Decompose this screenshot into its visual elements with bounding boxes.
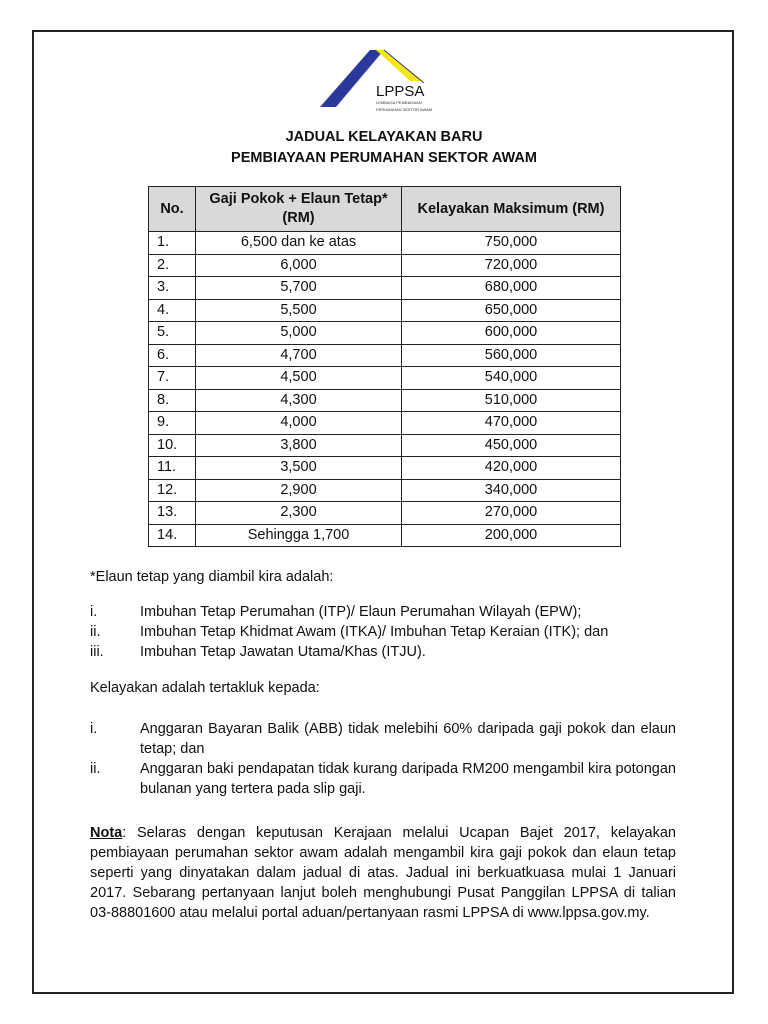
item-text: Imbuhan Tetap Perumahan (ITP)/ Elaun Perumahan Wilayah (EPW); [140,604,582,620]
row-number: 6. [149,344,196,367]
eligibility-cell: 720,000 [402,254,621,277]
table-row [149,344,621,367]
footnote-item [90,622,676,642]
row-number: 12. [149,479,196,502]
table-row [149,479,621,502]
row-number: 4. [149,299,196,322]
table-row [149,232,621,255]
salary-cell: 4,300 [196,389,402,412]
conditions-intro: Kelayakan adalah tertakluk kepada: [90,680,320,696]
table-row [149,389,621,412]
item-numeral: ii. [90,624,101,640]
row-number: 1. [149,232,196,255]
row-number: 10. [149,434,196,457]
eligibility-cell: 650,000 [402,299,621,322]
salary-cell: 5,700 [196,277,402,300]
eligibility-cell: 600,000 [402,322,621,345]
svg-text:LEMBAGA PEMBIAYAAN: LEMBAGA PEMBIAYAAN [376,100,422,105]
item-numeral: i. [90,721,98,737]
item-numeral: iii. [90,644,104,660]
salary-cell: Sehingga 1,700 [196,524,402,547]
salary-cell: 2,900 [196,479,402,502]
row-number: 13. [149,502,196,525]
conditions-item [90,759,676,799]
table-row [149,434,621,457]
salary-cell: 2,300 [196,502,402,525]
title-line-1: JADUAL KELAYAKAN BARU [285,129,483,145]
conditions-item [90,719,676,759]
salary-cell: 5,000 [196,322,402,345]
eligibility-cell: 470,000 [402,412,621,435]
item-text: Imbuhan Tetap Jawatan Utama/Khas (ITJU). [140,644,426,660]
item-text: Anggaran baki pendapatan tidak kurang daripada RM200 mengambil kira potongan bulanan yang tertera pada slip gaji. [140,761,676,797]
salary-cell: 4,700 [196,344,402,367]
row-number: 14. [149,524,196,547]
eligibility-cell: 560,000 [402,344,621,367]
header-no: No. [149,187,196,232]
table-row [149,502,621,525]
table-row [149,524,621,547]
header-eligibility: Kelayakan Maksimum (RM) [402,187,621,232]
notes-section [90,567,676,923]
nota-label: Nota [90,825,123,841]
svg-text:LPPSA: LPPSA [376,83,425,100]
table-row [149,299,621,322]
eligibility-cell: 540,000 [402,367,621,390]
eligibility-cell: 420,000 [402,457,621,480]
table-row [149,322,621,345]
row-number: 3. [149,277,196,300]
salary-cell: 4,000 [196,412,402,435]
eligibility-cell: 270,000 [402,502,621,525]
eligibility-cell: 450,000 [402,434,621,457]
nota-paragraph [90,823,676,923]
footnote-item [90,642,676,662]
item-numeral: ii. [90,761,101,777]
lppsa-logo [318,45,468,113]
table-row [149,254,621,277]
eligibility-cell: 340,000 [402,479,621,502]
footnote-item [90,602,676,622]
table-row [149,412,621,435]
salary-cell: 4,500 [196,367,402,390]
header-salary: Gaji Pokok + Elaun Tetap* (RM) [196,187,402,232]
table-row [149,367,621,390]
nota-text: : Selaras dengan keputusan Kerajaan melalui Ucapan Bajet 2017, kelayakan pembiayaan perumahan sektor awam adalah mengambil kira gaji pokok dan elaun tetap seperti yang dinyatakan dalam jadual di atas. Jadual ini berkuatkuasa mulai 1 Januari 2017. Sebarang pertanyaan lanjut boleh menghubungi Pusat Panggilan LPPSA di talian 03-88801600 atau melalui portal aduan/pertanyaan rasmi LPPSA di www.lppsa.gov.my. [90,825,676,921]
row-number: 11. [149,457,196,480]
item-numeral: i. [90,604,98,620]
salary-cell: 3,800 [196,434,402,457]
salary-cell: 6,000 [196,254,402,277]
table-row [149,457,621,480]
eligibility-table [148,186,621,547]
footnote-intro: *Elaun tetap yang diambil kira adalah: [90,569,334,585]
item-text: Imbuhan Tetap Khidmat Awam (ITKA)/ Imbuhan Tetap Keraian (ITK); dan [140,624,609,640]
row-number: 2. [149,254,196,277]
svg-text:PERUMAHAN SEKTOR AWAM: PERUMAHAN SEKTOR AWAM [376,107,433,112]
eligibility-cell: 680,000 [402,277,621,300]
eligibility-cell: 510,000 [402,389,621,412]
table-row [149,277,621,300]
salary-cell: 6,500 dan ke atas [196,232,402,255]
row-number: 8. [149,389,196,412]
eligibility-cell: 750,000 [402,232,621,255]
title-line-2: PEMBIAYAAN PERUMAHAN SEKTOR AWAM [231,150,537,166]
row-number: 5. [149,322,196,345]
eligibility-cell: 200,000 [402,524,621,547]
salary-cell: 5,500 [196,299,402,322]
salary-cell: 3,500 [196,457,402,480]
item-text: Anggaran Bayaran Balik (ABB) tidak melebihi 60% daripada gaji pokok dan elaun tetap; dan [140,721,676,757]
row-number: 7. [149,367,196,390]
row-number: 9. [149,412,196,435]
